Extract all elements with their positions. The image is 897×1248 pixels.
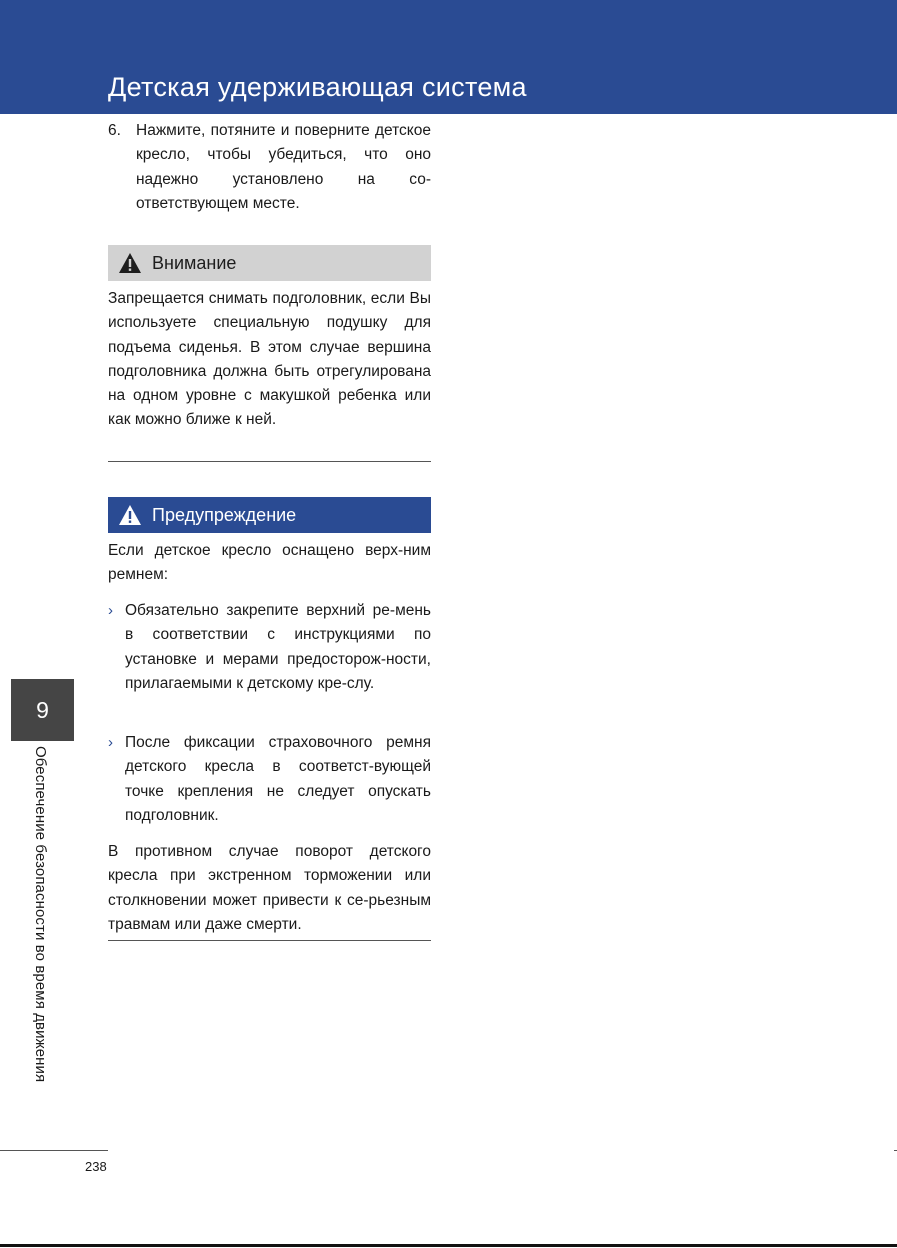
notice-title: Внимание [152, 252, 237, 273]
page-title: Детская удерживающая система [108, 72, 527, 102]
chevron-right-icon: › [108, 734, 113, 751]
step-number: 6. [108, 122, 121, 139]
warning-header [108, 497, 431, 533]
step-text: Нажмите, потяните и поверните детское кресло, чтобы убедиться, что оно надежно установлено на со-ответствующем месте. [136, 122, 431, 212]
warning-divider [108, 940, 431, 941]
warning-triangle-icon [118, 504, 142, 526]
warning-title: Предупреждение [152, 504, 297, 525]
bullet-text: После фиксации страховочного ремня детского кресла в соответст-вующей точке крепления не следует опускать подголовник. [125, 734, 431, 824]
footer-divider [0, 1150, 108, 1151]
chapter-tab [11, 679, 74, 741]
step-item [108, 119, 431, 216]
bullet-text: Обязательно закрепите верхний ре-мень в соответствии с инструкциями по установке и мерами предосторож-ности, прилагаемыми к детскому кре-слу. [125, 602, 431, 692]
warning-closing: В противном случае поворот детского кресла при экстренном торможении или столкновении может привести к се-рьезным травмам или даже смерти. [108, 843, 431, 933]
warning-intro: Если детское кресло оснащено верх-ним ремнем: [108, 542, 431, 584]
warning-triangle-icon [118, 252, 142, 274]
notice-text: Запрещается снимать подголовник, если Вы используете специальную подушку для подъема сиденья. В этом случае вершина подголовника должна быть отрегулирована на одном уровне с макушкой ребенка или как можно ближе к ней. [108, 290, 431, 429]
page-number: 238 [85, 1159, 107, 1174]
warning-bullet [108, 731, 431, 828]
notice-divider [108, 461, 431, 462]
chapter-number: 9 [36, 696, 49, 723]
notice-header [108, 245, 431, 281]
warning-bullet [108, 599, 431, 696]
chevron-right-icon: › [108, 602, 113, 619]
chapter-title-vertical: Обеспечение безопасности во время движения [32, 746, 49, 1083]
header-bar [0, 0, 897, 114]
page-bottom-border [0, 1244, 897, 1247]
